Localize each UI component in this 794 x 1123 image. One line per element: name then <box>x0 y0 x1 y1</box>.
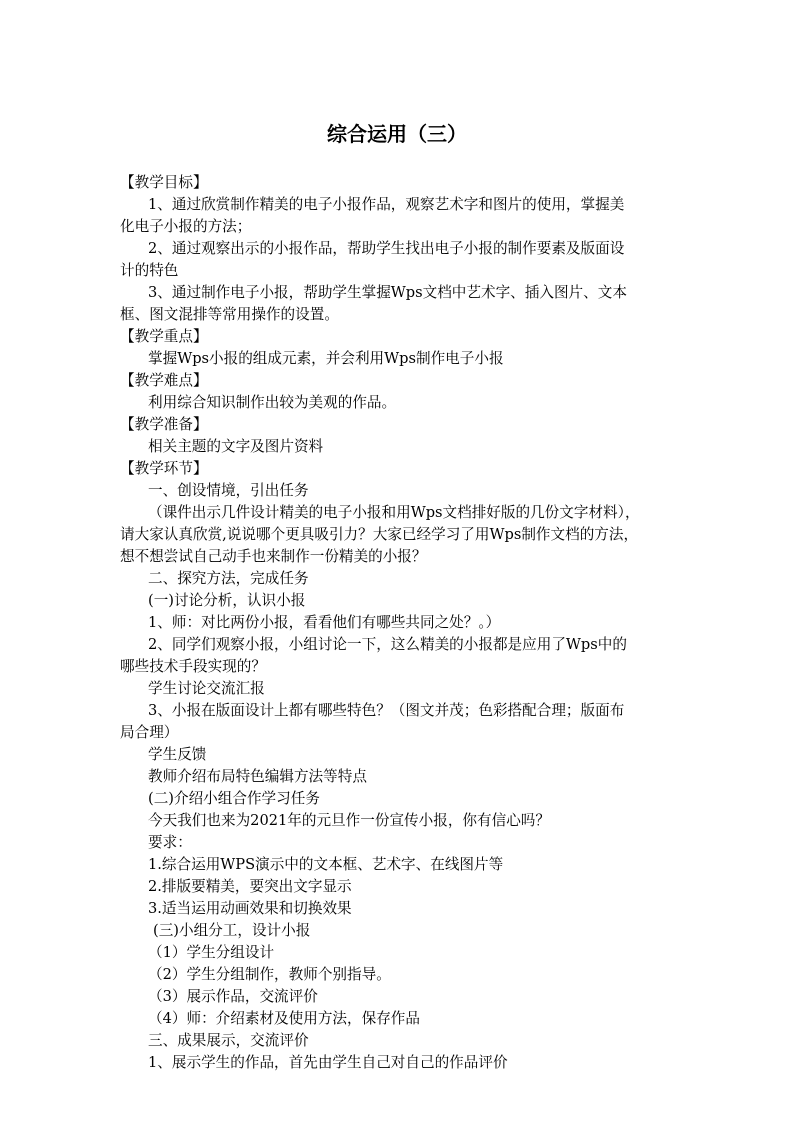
body-line: 二、探究方法，完成任务 <box>148 570 309 587</box>
body-line: (三)小组分工，设计小报 <box>153 922 311 939</box>
body-line: (二)介绍小组合作学习任务 <box>148 790 320 807</box>
body-line: 2、同学们观察小报，小组讨论一下，这么精美的小报都是应用了Wps中的 <box>148 636 627 653</box>
body-line: 3、通过制作电子小报，帮助学生掌握Wps文档中艺术字、插入图片、文本 <box>148 284 627 301</box>
body-line: （课件出示几件设计精美的电子小报和用Wps文档排好版的几份文字材料）， <box>148 504 640 521</box>
body-line: （3）展示作品，交流评价 <box>148 988 318 1005</box>
body-line: 学生讨论交流汇报 <box>148 680 265 697</box>
section-heading-procedure: 【教学环节】 <box>120 460 208 477</box>
body-line: 计的特色 <box>120 262 179 279</box>
body-line: 相关主题的文字及图片资料 <box>148 438 324 455</box>
body-line: 框、图文混排等常用操作的设置。 <box>120 306 339 323</box>
document-body <box>120 172 676 1074</box>
section-heading-difficulties: 【教学难点】 <box>120 372 208 389</box>
body-line: 今天我们也来为2021年的元旦作一份宣传小报，你有信心吗？ <box>148 812 550 829</box>
body-line: (一)讨论分析，认识小报 <box>148 592 306 609</box>
body-line: 3、小报在版面设计上都有哪些特色？（图文并茂；色彩搭配合理；版面布 <box>148 702 625 719</box>
body-line: 掌握Wps小报的组成元素，并会利用Wps制作电子小报 <box>148 350 504 367</box>
body-line: 1.综合运用WPS演示中的文本框、艺术字、在线图片等 <box>148 856 504 873</box>
body-line: 2.排版要精美，要突出文字显示 <box>148 878 352 895</box>
body-line: 请大家认真欣赏,说说哪个更具吸引力？大家已经学习了用Wps制作文档的方法， <box>120 526 639 543</box>
section-heading-preparation: 【教学准备】 <box>120 416 208 433</box>
body-line: （2）学生分组制作，教师个别指导。 <box>148 966 391 983</box>
body-line: 1、师：对比两份小报，看看他们有哪些共同之处？。） <box>148 614 501 631</box>
body-line: 要求： <box>148 834 192 851</box>
body-line: 1、通过欣赏制作精美的电子小报作品，观察艺术字和图片的使用，掌握美 <box>148 196 625 213</box>
body-line: 想不想尝试自己动手也来制作一份精美的小报？ <box>120 548 427 565</box>
section-heading-key-points: 【教学重点】 <box>120 328 208 345</box>
body-line: 化电子小报的方法； <box>120 218 252 235</box>
body-line: 学生反馈 <box>148 746 207 763</box>
body-line: （1）学生分组设计 <box>148 944 275 961</box>
body-line: 2、通过观察出示的小报作品，帮助学生找出电子小报的制作要素及版面设 <box>148 240 625 257</box>
document-title: 综合运用（三） <box>327 122 467 146</box>
body-line: 教师介绍布局特色编辑方法等特点 <box>148 768 367 785</box>
body-line: 3.适当运用动画效果和切换效果 <box>148 900 352 917</box>
body-line: 哪些技术手段实现的？ <box>120 658 266 675</box>
body-line: 三、成果展示，交流评价 <box>148 1032 309 1049</box>
body-line: 局合理） <box>120 724 179 741</box>
body-line: （4）师：介绍素材及使用方法，保存作品 <box>148 1010 420 1027</box>
section-heading-objectives: 【教学目标】 <box>120 174 208 191</box>
body-line: 一、创设情境，引出任务 <box>148 482 309 499</box>
body-line: 利用综合知识制作出较为美观的作品。 <box>148 394 397 411</box>
body-line: 1、展示学生的作品，首先由学生自己对自己的作品评价 <box>148 1054 508 1071</box>
